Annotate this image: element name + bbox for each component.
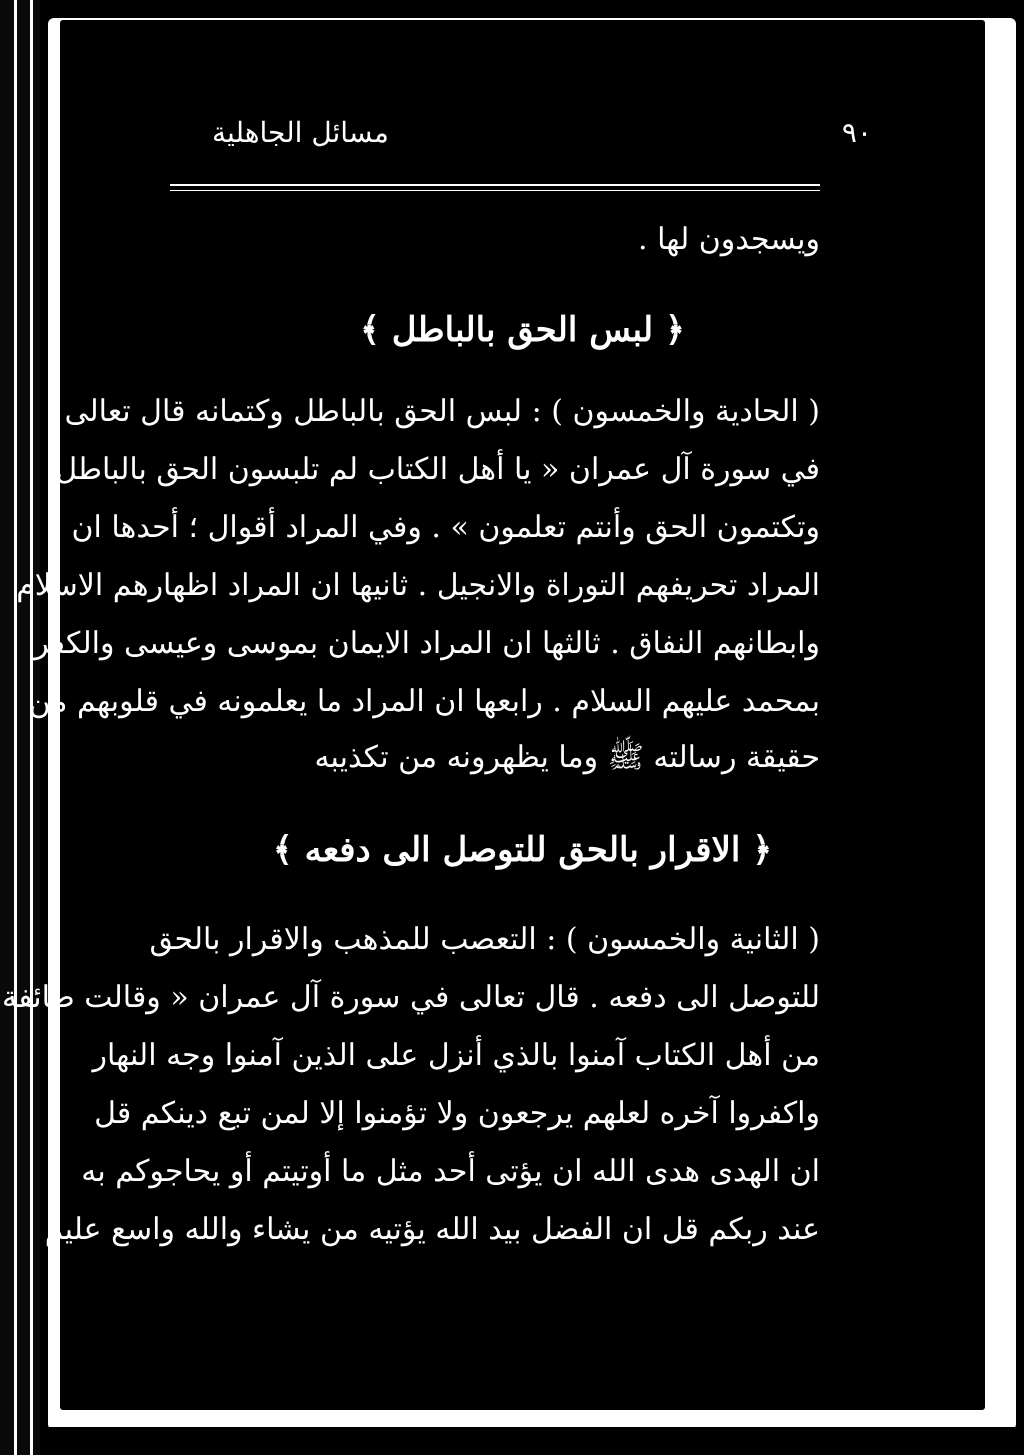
intro-line: ويسجدون لها . <box>638 222 820 257</box>
text-line: بمحمد عليهم السلام . رابعها ان المراد ما يعلمونه في قلوبهم من <box>28 684 820 719</box>
text-line: المراد تحريفهم التوراة والانجيل . ثانيها ان المراد اظهارهم الاسلام <box>16 568 820 603</box>
text-line: للتوصل الى دفعه . قال تعالى في سورة آل عمران « وقالت طائفة <box>2 980 820 1015</box>
running-title: مسائل الجاهلية <box>212 116 389 149</box>
text-line: من أهل الكتاب آمنوا بالذي أنزل على الذين آمنوا وجه النهار <box>92 1038 820 1073</box>
scan-bottom-edge <box>40 1427 1024 1455</box>
header-rule <box>170 190 820 191</box>
text-line: وابطانهم النفاق . ثالثها ان المراد الايمان بموسى وعيسى والكفر <box>34 626 820 661</box>
text-line: وتكتمون الحق وأنتم تعلمون » . وفي المراد أقوال ؛ أحدها ان <box>71 510 820 545</box>
text-line: في سورة آل عمران « يا أهل الكتاب لم تلبسون الحق بالباطل <box>55 452 820 487</box>
scan-edge-stripe <box>14 0 17 1455</box>
scan-left-edge <box>0 0 40 1455</box>
text-line: ( الثانية والخمسون ) : التعصب للمذهب والاقرار بالحق <box>149 922 820 957</box>
header-rule <box>170 184 820 186</box>
page-content <box>2 20 985 1410</box>
text-line: حقيقة رسالته ﷺ وما يظهرونه من تكذيبه <box>314 740 820 775</box>
text-line: ان الهدى هدى الله ان يؤتى أحد مثل ما أوتيتم أو يحاجوكم به <box>81 1154 820 1189</box>
text-line: ( الحادية والخمسون ) : لبس الحق بالباطل وكتمانه قال تعالى <box>64 394 820 429</box>
section-heading-2: ﴿ الاقرار بالحق للتوصل الى دفعه ﴾ <box>272 830 773 870</box>
page-number: ٩٠ <box>841 116 872 149</box>
text-line: عند ربكم قل ان الفضل بيد الله يؤتيه من يشاء والله واسع عليم <box>44 1212 820 1247</box>
text-line: واكفروا آخره لعلهم يرجعون ولا تؤمنوا إلا لمن تبع دينكم قل <box>94 1096 820 1131</box>
page-header <box>172 116 872 156</box>
section-heading-1: ﴿ لبس الحق بالباطل ﴾ <box>360 310 685 350</box>
scan-edge-stripe <box>30 0 33 1455</box>
